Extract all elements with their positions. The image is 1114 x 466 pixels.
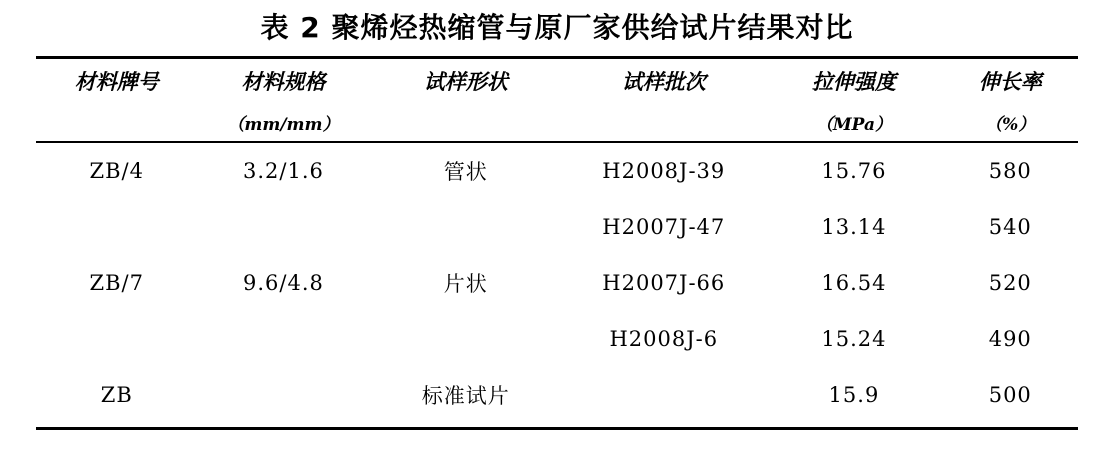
column-header-shape: 试样形状 [369, 58, 562, 104]
column-header-grade: 材料牌号 [36, 58, 198, 104]
cell-batch: H2008J-6 [609, 327, 719, 351]
cell-elongation: 490 [988, 327, 1032, 351]
cell-strength: 15.76 [821, 159, 887, 183]
cell-elongation: 520 [988, 271, 1032, 295]
rule-cell [765, 423, 942, 429]
cell-shape: 管状 [443, 160, 488, 184]
cell-spec [198, 199, 370, 255]
cell-strength: 15.24 [821, 327, 887, 351]
column-subheader-batch [562, 103, 765, 142]
cell-elongation: 580 [988, 159, 1032, 183]
column-subheader-shape [369, 103, 562, 142]
table-bottom-rule [36, 423, 1078, 429]
table-header-row [36, 58, 1078, 104]
cell-batch: H2007J-66 [602, 271, 726, 295]
rule-cell [943, 423, 1079, 429]
cell-shape [369, 199, 562, 255]
rule-cell [369, 423, 562, 429]
column-subheader-grade [36, 103, 198, 142]
cell-spec: 3.2/1.6 [243, 159, 324, 183]
cell-spec [198, 311, 370, 367]
table-row [36, 142, 1078, 199]
column-subheader-elongation: （%） [943, 103, 1079, 142]
column-header-spec: 材料规格 [198, 58, 370, 104]
table-caption: 表 2 聚烯烃热缩管与原厂家供给试片结果对比 [260, 11, 854, 44]
column-subheader-strength: （MPa） [765, 103, 942, 142]
results-table [36, 56, 1078, 430]
cell-elongation: 500 [988, 383, 1032, 407]
cell-grade: ZB/7 [89, 271, 144, 295]
table-row [36, 311, 1078, 367]
cell-grade: ZB/4 [89, 159, 144, 183]
cell-grade [36, 199, 198, 255]
cell-spec [198, 367, 370, 423]
cell-strength: 15.9 [828, 383, 880, 407]
column-header-elongation: 伸长率 [943, 58, 1079, 104]
rule-cell [198, 423, 370, 429]
cell-shape: 片状 [443, 272, 488, 296]
table-row [36, 199, 1078, 255]
cell-batch: H2007J-47 [602, 215, 726, 239]
cell-spec: 9.6/4.8 [243, 271, 324, 295]
cell-shape: 标准试片 [421, 384, 510, 408]
column-header-strength: 拉伸强度 [765, 58, 942, 104]
cell-grade [36, 311, 198, 367]
cell-strength: 13.14 [821, 215, 887, 239]
cell-grade: ZB [100, 383, 133, 407]
cell-elongation: 540 [988, 215, 1032, 239]
rule-cell [562, 423, 765, 429]
column-subheader-spec: （mm/mm） [198, 103, 370, 142]
rule-cell [36, 423, 198, 429]
cell-batch: H2008J-39 [602, 159, 726, 183]
table-subheader-row [36, 103, 1078, 142]
cell-strength: 16.54 [821, 271, 887, 295]
cell-batch [562, 367, 765, 423]
table-row [36, 255, 1078, 311]
cell-shape [369, 311, 562, 367]
column-header-batch: 试样批次 [562, 58, 765, 104]
table-row [36, 367, 1078, 423]
